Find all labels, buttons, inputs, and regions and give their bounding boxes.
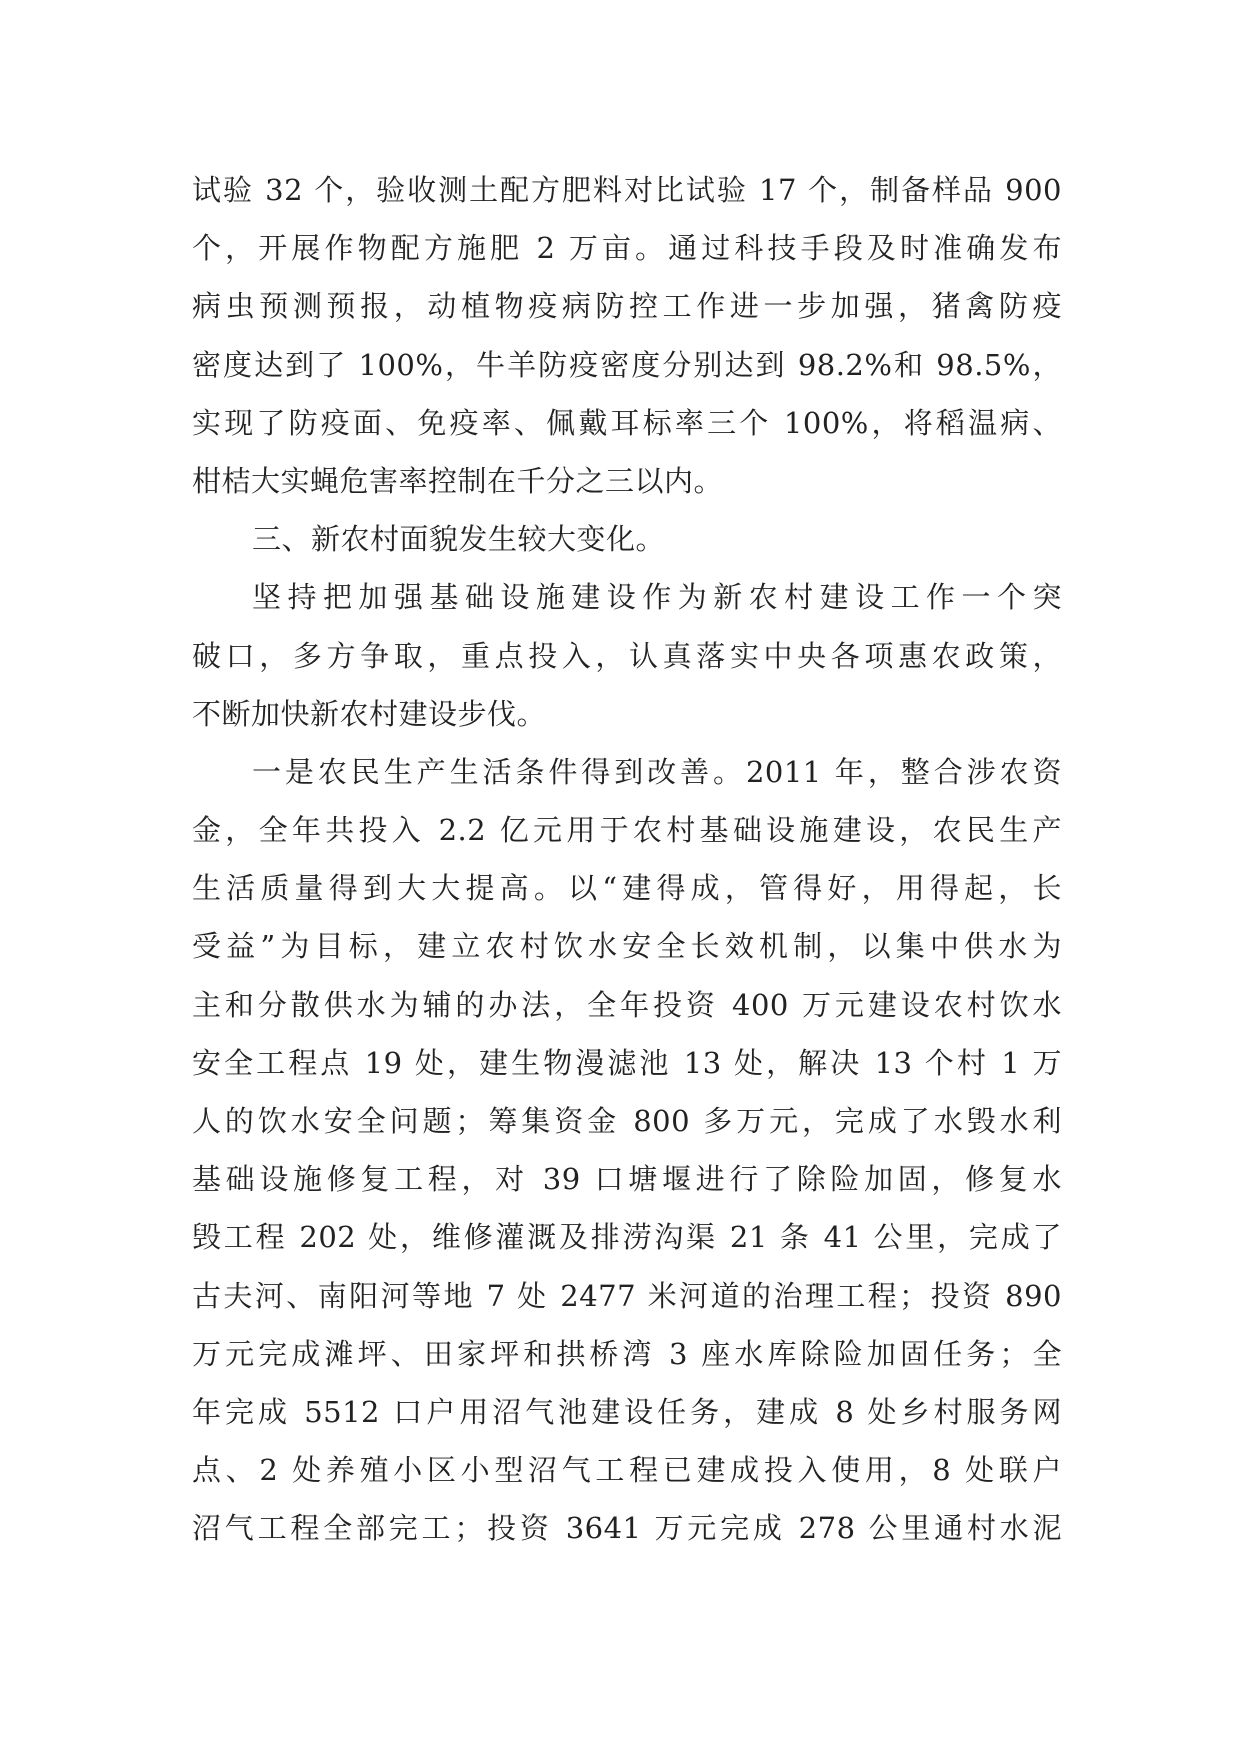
text-line: 安全工程点 19 处，建生物漫滤池 13 处，解决 13 个村 1 万 — [192, 1045, 1062, 1080]
text-line: 毁工程 202 处，维修灌溉及排涝沟渠 21 条 41 公里，完成了 — [192, 1220, 1062, 1255]
text-line: 密度达到了 100%，牛羊防疫密度分别达到 98.2%和 98.5%， — [192, 347, 1062, 382]
text-line: 万元完成滩坪、田家坪和拱桥湾 3 座水库除险加固任务；全 — [192, 1336, 1062, 1371]
text-line: 不断加快新农村建设步伐。 — [192, 696, 547, 731]
text-line: 点、2 处养殖小区小型沼气工程已建成投入使用，8 处联户 — [192, 1453, 1062, 1488]
text-line: 生活质量得到大大提高。以“建得成，管得好，用得起，长 — [192, 871, 1062, 906]
text-line: 一是农民生产生活条件得到改善。2011 年，整合涉农资 — [252, 754, 1062, 789]
text-line: 病虫预测预报，动植物疫病防控工作进一步加强，猪禽防疫 — [192, 289, 1062, 324]
text-line: 基础设施修复工程，对 39 口塘堰进行了除险加固，修复水 — [192, 1162, 1062, 1197]
text-line: 柑桔大实蝇危害率控制在千分之三以内。 — [192, 463, 724, 498]
section-heading: 三、新农村面貌发生较大变化。 — [252, 522, 666, 557]
text-line: 古夫河、南阳河等地 7 处 2477 米河道的治理工程；投资 890 — [192, 1278, 1062, 1313]
text-line: 年完成 5512 口户用沼气池建设任务，建成 8 处乡村服务网 — [192, 1394, 1062, 1429]
text-line: 沼气工程全部完工；投资 3641 万元完成 278 公里通村水泥 — [192, 1511, 1062, 1546]
body-text — [192, 161, 1062, 1558]
text-line: 试验 32 个，验收测土配方肥料对比试验 17 个，制备样品 900 — [192, 173, 1062, 207]
text-line: 主和分散供水为辅的办法，全年投资 400 万元建设农村饮水 — [192, 987, 1062, 1022]
text-line: 个，开展作物配方施肥 2 万亩。通过科技手段及时准确发布 — [192, 231, 1062, 266]
text-line: 坚持把加强基础设施建设作为新农村建设工作一个突 — [252, 580, 1062, 615]
text-line: 受益”为目标，建立农村饮水安全长效机制，以集中供水为 — [192, 929, 1062, 964]
text-line: 金，全年共投入 2.2 亿元用于农村基础设施建设，农民生产 — [192, 813, 1062, 848]
text-line: 人的饮水安全问题；筹集资金 800 多万元，完成了水毁水利 — [192, 1104, 1062, 1138]
text-line: 实现了防疫面、免疫率、佩戴耳标率三个 100%，将稻温病、 — [192, 405, 1062, 440]
text-line: 破口，多方争取，重点投入，认真落实中央各项惠农政策， — [192, 638, 1062, 673]
